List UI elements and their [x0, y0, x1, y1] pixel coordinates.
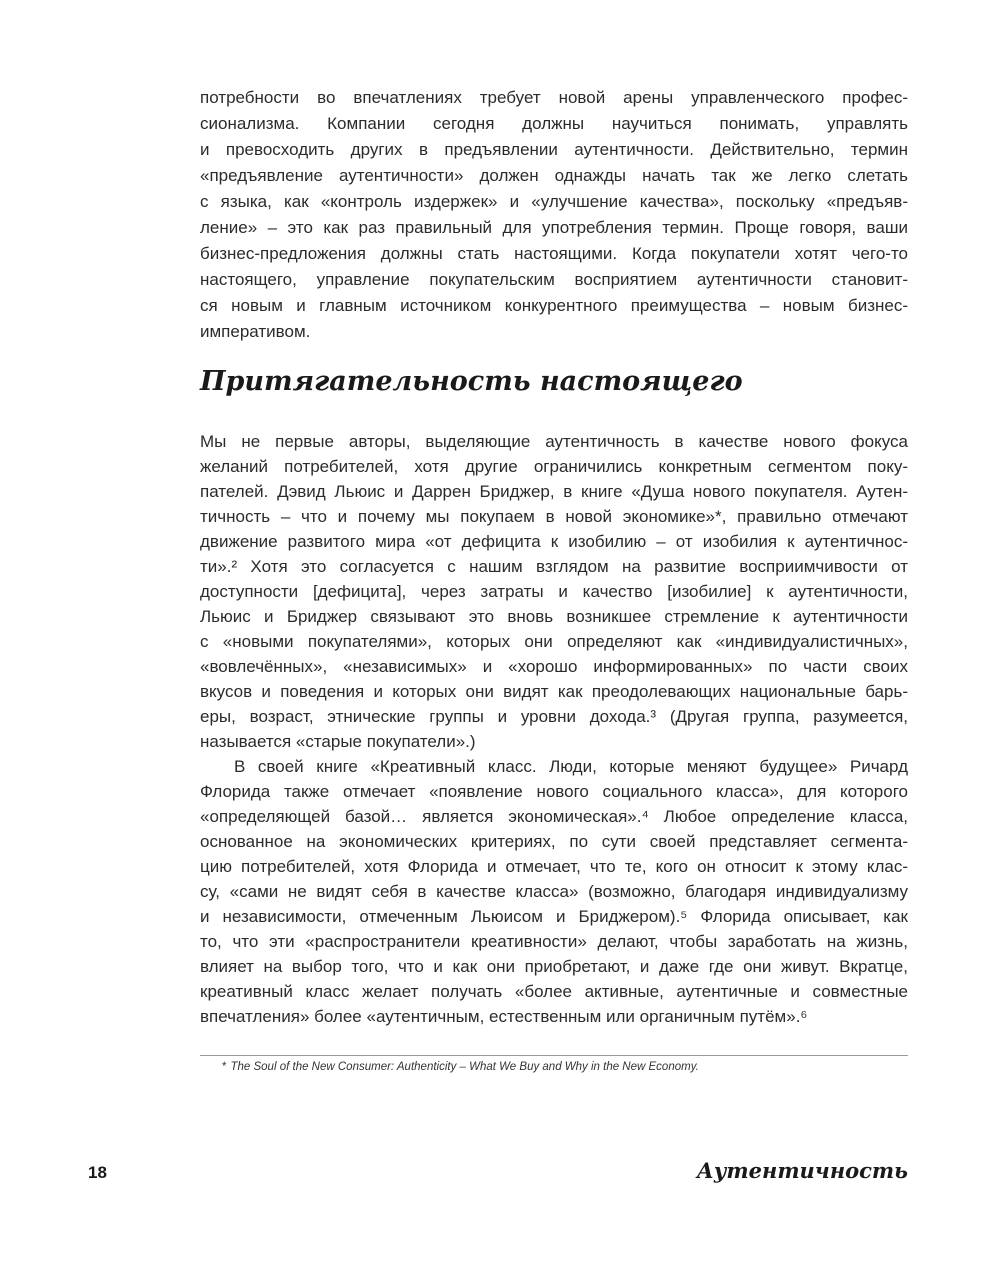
text-line: с «новыми покупателями», которых они определяют как «индивидуалистичных», — [200, 632, 908, 651]
text-line: Мы не первые авторы, выделяющие аутентичность в качестве нового фокуса — [200, 432, 908, 451]
text-line: и независимости, отмеченным Льюисом и Бриджером).⁵ Флорида описывает, как — [200, 907, 908, 926]
text-line: впечатления» более «аутентичным, естественным или органичным путём».⁶ — [200, 1007, 808, 1026]
text-line: называется «старые покупатели».) — [200, 732, 476, 751]
text-line: потребности во впечатлениях требует новой арены управленческого профес- — [200, 88, 908, 107]
text-line: то, что эти «распространители креативности» делают, чтобы заработать на жизнь, — [200, 932, 908, 951]
footnote-text: The Soul of the New Consumer: Authenticity – What We Buy and Why in the New Economy. — [230, 1061, 699, 1073]
text-line: ти».² Хотя это согласуется с нашим взглядом на развитие восприимчивости от — [200, 557, 908, 576]
text-line: цию потребителей, хотя Флорида и отмечает, что те, кого он относит к этому клас- — [200, 857, 908, 876]
text-line: су, «сами не видят себя в качестве класса» (возможно, благодаря индивидуализму — [200, 882, 908, 901]
text-line: желаний потребителей, хотя другие ограничились конкретным сегментом поку- — [200, 457, 908, 476]
text-line: креативный класс желает получать «более активные, аутентичные и совместные — [200, 982, 908, 1001]
text-line: «вовлечённых», «независимых» и «хорошо информированных» по части своих — [200, 657, 908, 676]
text-line: движение развитого мира «от дефицита к изобилию – от изобилия к аутентичнос- — [200, 532, 908, 551]
page-number: 18 — [88, 1163, 107, 1182]
text-line: пателей. Дэвид Льюис и Даррен Бриджер, в книге «Душа нового покупателя. Аутен- — [200, 482, 908, 501]
text-line: ление» – это как раз правильный для употребления термин. Проще говоря, ваши — [200, 218, 908, 237]
running-title: Аутентичность — [696, 1158, 908, 1183]
text-line: влияет на выбор того, что и как они приобретают, и даже где они живут. Вкратце, — [200, 957, 908, 976]
text-line: бизнес-предложения должны стать настоящими. Когда покупатели хотят чего-то — [200, 244, 908, 263]
text-line: доступности [дефицита], через затраты и качество [изобилие] к аутентичности, — [200, 582, 908, 601]
text-line: еры, возраст, этнические группы и уровни дохода.³ (Другая группа, разумеется, — [200, 707, 908, 726]
text-line: настоящего, управление покупательским восприятием аутентичности становит- — [200, 270, 908, 289]
text-line: Флорида также отмечает «появление нового социального класса», для которого — [200, 782, 908, 801]
text-line: «определяющей базой… является экономическая».⁴ Любое определение класса, — [200, 807, 908, 826]
text-line: Льюис и Бриджер связывают это вновь возникшее стремление к аутентичности — [200, 607, 908, 626]
footnote — [222, 1061, 699, 1073]
text-line: основанное на экономических критериях, по сути своей представляет сегмента- — [200, 832, 908, 851]
text-line: с языка, как «контроль издержек» и «улучшение качества», поскольку «предъяв- — [200, 192, 908, 211]
text-line: В своей книге «Креативный класс. Люди, которые меняют будущее» Ричард — [234, 757, 908, 776]
footnote-mark: * — [222, 1061, 227, 1073]
text-line: сионализма. Компании сегодня должны научиться понимать, управлять — [200, 114, 908, 133]
text-line: тичность – что и почему мы покупаем в новой экономике»*, правильно отмечают — [200, 507, 908, 526]
text-line: вкусов и поведения и которых они видят как преодолевающих национальные барь- — [200, 682, 908, 701]
text-line: и превосходить других в предъявлении аутентичности. Действительно, термин — [200, 140, 908, 159]
text-line: ся новым и главным источником конкурентного преимущества – новым бизнес- — [200, 296, 908, 315]
text-line: императивом. — [200, 322, 311, 341]
footnote-divider — [200, 1055, 908, 1056]
text-line: «предъявление аутентичности» должен однажды начать так же легко слетать — [200, 166, 908, 185]
section-heading: Притягательность настоящего — [200, 366, 743, 397]
